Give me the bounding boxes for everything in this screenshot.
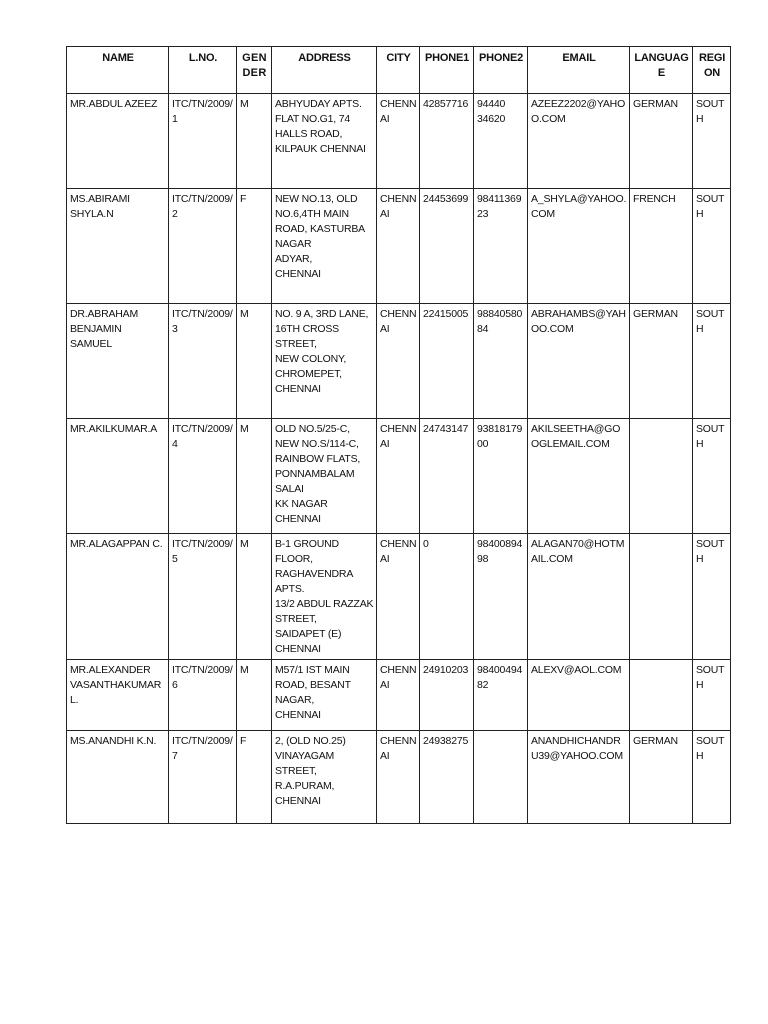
cell-phone1: 0	[420, 534, 474, 660]
cell-city: CHENNAI	[377, 189, 420, 304]
cell-lno: ITC/TN/2009/1	[169, 94, 237, 189]
cell-city: CHENNAI	[377, 419, 420, 534]
cell-name: MR.ALEXANDER VASANTHAKUMAR L.	[67, 660, 169, 731]
cell-name: MR.ABDUL AZEEZ	[67, 94, 169, 189]
table-row	[67, 94, 731, 189]
cell-region: SOUTH	[693, 534, 731, 660]
cell-region: SOUTH	[693, 304, 731, 419]
cell-language: FRENCH	[630, 189, 693, 304]
cell-language: GERMAN	[630, 94, 693, 189]
cell-language	[630, 534, 693, 660]
cell-email: AKILSEETHA@GOOGLEMAIL.COM	[528, 419, 630, 534]
column-header-city: CITY	[377, 47, 420, 94]
cell-phone1: 22415005	[420, 304, 474, 419]
cell-email: ABRAHAMBS@YAHOO.COM	[528, 304, 630, 419]
cell-lno: ITC/TN/2009/4	[169, 419, 237, 534]
cell-phone2: 94440 34620	[474, 94, 528, 189]
column-header-phone1: PHONE1	[420, 47, 474, 94]
cell-address: NO. 9 A, 3RD LANE, 16TH CROSS STREET, NEW COLONY, CHROMEPET, CHENNAI	[272, 304, 377, 419]
cell-gender: M	[237, 534, 272, 660]
cell-name: MS.ANANDHI K.N.	[67, 731, 169, 824]
cell-address: NEW NO.13, OLD NO.6,4TH MAIN ROAD, KASTURBA NAGAR ADYAR, CHENNAI	[272, 189, 377, 304]
cell-lno: ITC/TN/2009/5	[169, 534, 237, 660]
cell-name: MS.ABIRAMI SHYLA.N	[67, 189, 169, 304]
table-row	[67, 189, 731, 304]
cell-region: SOUTH	[693, 419, 731, 534]
table-header-row	[67, 47, 731, 94]
cell-gender: F	[237, 731, 272, 824]
cell-name: MR.ALAGAPPAN C.	[67, 534, 169, 660]
cell-gender: M	[237, 94, 272, 189]
cell-name: DR.ABRAHAM BENJAMIN SAMUEL	[67, 304, 169, 419]
column-header-gender: GENDER	[237, 47, 272, 94]
table-row	[67, 304, 731, 419]
cell-region: SOUTH	[693, 189, 731, 304]
cell-phone2	[474, 731, 528, 824]
table-row	[67, 731, 731, 824]
cell-phone2: 9840049482	[474, 660, 528, 731]
cell-city: CHENNAI	[377, 731, 420, 824]
cell-language: GERMAN	[630, 731, 693, 824]
cell-address: ABHYUDAY APTS. FLAT NO.G1, 74 HALLS ROAD, KILPAUK CHENNAI	[272, 94, 377, 189]
cell-address: M57/1 IST MAIN ROAD, BESANT NAGAR, CHENNAI	[272, 660, 377, 731]
cell-lno: ITC/TN/2009/7	[169, 731, 237, 824]
cell-lno: ITC/TN/2009/6	[169, 660, 237, 731]
column-header-phone2: PHONE2	[474, 47, 528, 94]
cell-gender: M	[237, 304, 272, 419]
cell-region: SOUTH	[693, 660, 731, 731]
table-row	[67, 534, 731, 660]
column-header-email: EMAIL	[528, 47, 630, 94]
column-header-address: ADDRESS	[272, 47, 377, 94]
cell-phone1: 24910203	[420, 660, 474, 731]
cell-phone2: 9884058084	[474, 304, 528, 419]
cell-language	[630, 660, 693, 731]
cell-city: CHENNAI	[377, 94, 420, 189]
cell-address: 2, (OLD NO.25) VINAYAGAM STREET, R.A.PURAM, CHENNAI	[272, 731, 377, 824]
cell-gender: M	[237, 419, 272, 534]
cell-region: SOUTH	[693, 94, 731, 189]
cell-email: AZEEZ2202@YAHOO.COM	[528, 94, 630, 189]
cell-phone2: 9840089498	[474, 534, 528, 660]
cell-email: A_SHYLA@YAHOO.COM	[528, 189, 630, 304]
cell-phone1: 24453699	[420, 189, 474, 304]
student-roster-table	[66, 46, 731, 824]
cell-city: CHENNAI	[377, 304, 420, 419]
cell-lno: ITC/TN/2009/3	[169, 304, 237, 419]
cell-email: ANANDHICHANDRU39@YAHOO.COM	[528, 731, 630, 824]
cell-language: GERMAN	[630, 304, 693, 419]
cell-phone2: 9841136923	[474, 189, 528, 304]
table-row	[67, 660, 731, 731]
cell-lno: ITC/TN/2009/2	[169, 189, 237, 304]
cell-name: MR.AKILKUMAR.A	[67, 419, 169, 534]
cell-city: CHENNAI	[377, 534, 420, 660]
cell-phone2: 9381817900	[474, 419, 528, 534]
cell-city: CHENNAI	[377, 660, 420, 731]
cell-gender: M	[237, 660, 272, 731]
column-header-name: NAME	[67, 47, 169, 94]
cell-address: OLD NO.5/25-C, NEW NO.S/114-C, RAINBOW FLATS, PONNAMBALAM SALAI KK NAGAR CHENNAI	[272, 419, 377, 534]
table-row	[67, 419, 731, 534]
cell-region: SOUTH	[693, 731, 731, 824]
cell-phone1: 42857716	[420, 94, 474, 189]
cell-language	[630, 419, 693, 534]
cell-phone1: 24743147	[420, 419, 474, 534]
column-header-lno: L.NO.	[169, 47, 237, 94]
cell-address: B-1 GROUND FLOOR, RAGHAVENDRA APTS. 13/2 ABDUL RAZZAK STREET, SAIDAPET (E) CHENNAI	[272, 534, 377, 660]
cell-phone1: 24938275	[420, 731, 474, 824]
cell-gender: F	[237, 189, 272, 304]
column-header-region: REGION	[693, 47, 731, 94]
cell-email: ALEXV@AOL.COM	[528, 660, 630, 731]
column-header-language: LANGUAGE	[630, 47, 693, 94]
cell-email: ALAGAN70@HOTMAIL.COM	[528, 534, 630, 660]
